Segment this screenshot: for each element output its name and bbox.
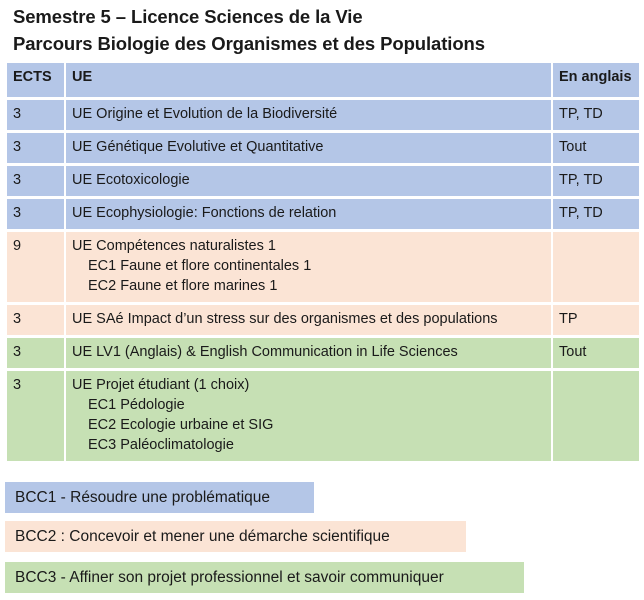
- row-ue: UE Ecophysiologie: Fonctions de relation: [66, 199, 551, 229]
- row-ec: EC2 Ecologie urbaine et SIG: [88, 417, 274, 433]
- header-en-anglais: En anglais: [553, 63, 639, 97]
- table-row: [7, 199, 639, 229]
- row-ects: 3: [7, 133, 64, 163]
- row-anglais: [553, 232, 639, 302]
- row-ects: 3: [7, 338, 64, 368]
- row-anglais: Tout: [553, 133, 639, 163]
- row-ue: UE Ecotoxicologie: [66, 166, 551, 196]
- page-title: Semestre 5 – Licence Sciences de la Vie: [13, 6, 363, 27]
- header-ue: UE: [66, 63, 551, 97]
- row-ec: EC1 Pédologie: [88, 397, 185, 413]
- table-header-row: [7, 63, 639, 97]
- legend-bcc3: BCC3 - Affiner son projet professionnel et savoir communiquer: [5, 562, 524, 593]
- row-anglais: TP, TD: [553, 100, 639, 130]
- row-ects: 9: [7, 232, 64, 302]
- row-ects: 3: [7, 371, 64, 461]
- page-subtitle: Parcours Biologie des Organismes et des Populations: [13, 33, 485, 54]
- row-ue: UE Projet étudiant (1 choix): [72, 377, 250, 393]
- legend-bcc1: BCC1 - Résoudre une problématique: [5, 482, 314, 513]
- table-row: [7, 133, 639, 163]
- ue-table: [5, 60, 641, 464]
- row-ects: 3: [7, 166, 64, 196]
- row-ects: 3: [7, 305, 64, 335]
- row-ue: UE LV1 (Anglais) & English Communication in Life Sciences: [66, 338, 551, 368]
- row-anglais: [553, 371, 639, 461]
- table-row: [7, 305, 639, 335]
- row-ue: UE Origine et Evolution de la Biodiversité: [66, 100, 551, 130]
- table-row: [7, 232, 639, 302]
- table-row: [7, 166, 639, 196]
- row-ue-group: [66, 371, 551, 461]
- row-ects: 3: [7, 100, 64, 130]
- row-anglais: TP: [553, 305, 639, 335]
- legend-bcc2: BCC2 : Concevoir et mener une démarche scientifique: [5, 521, 466, 552]
- table-row: [7, 338, 639, 368]
- row-anglais: TP, TD: [553, 166, 639, 196]
- table-row: [7, 100, 639, 130]
- row-ue: UE Génétique Evolutive et Quantitative: [66, 133, 551, 163]
- header-ects: ECTS: [7, 63, 64, 97]
- table-row: [7, 371, 639, 461]
- row-anglais: TP, TD: [553, 199, 639, 229]
- row-ec: EC1 Faune et flore continentales 1: [88, 258, 312, 274]
- row-ects: 3: [7, 199, 64, 229]
- row-anglais: Tout: [553, 338, 639, 368]
- row-ue: UE Compétences naturalistes 1: [72, 238, 276, 254]
- row-ue: UE SAé Impact d’un stress sur des organismes et des populations: [66, 305, 551, 335]
- row-ue-group: [66, 232, 551, 302]
- row-ec: EC3 Paléoclimatologie: [88, 437, 234, 453]
- row-ec: EC2 Faune et flore marines 1: [88, 278, 278, 294]
